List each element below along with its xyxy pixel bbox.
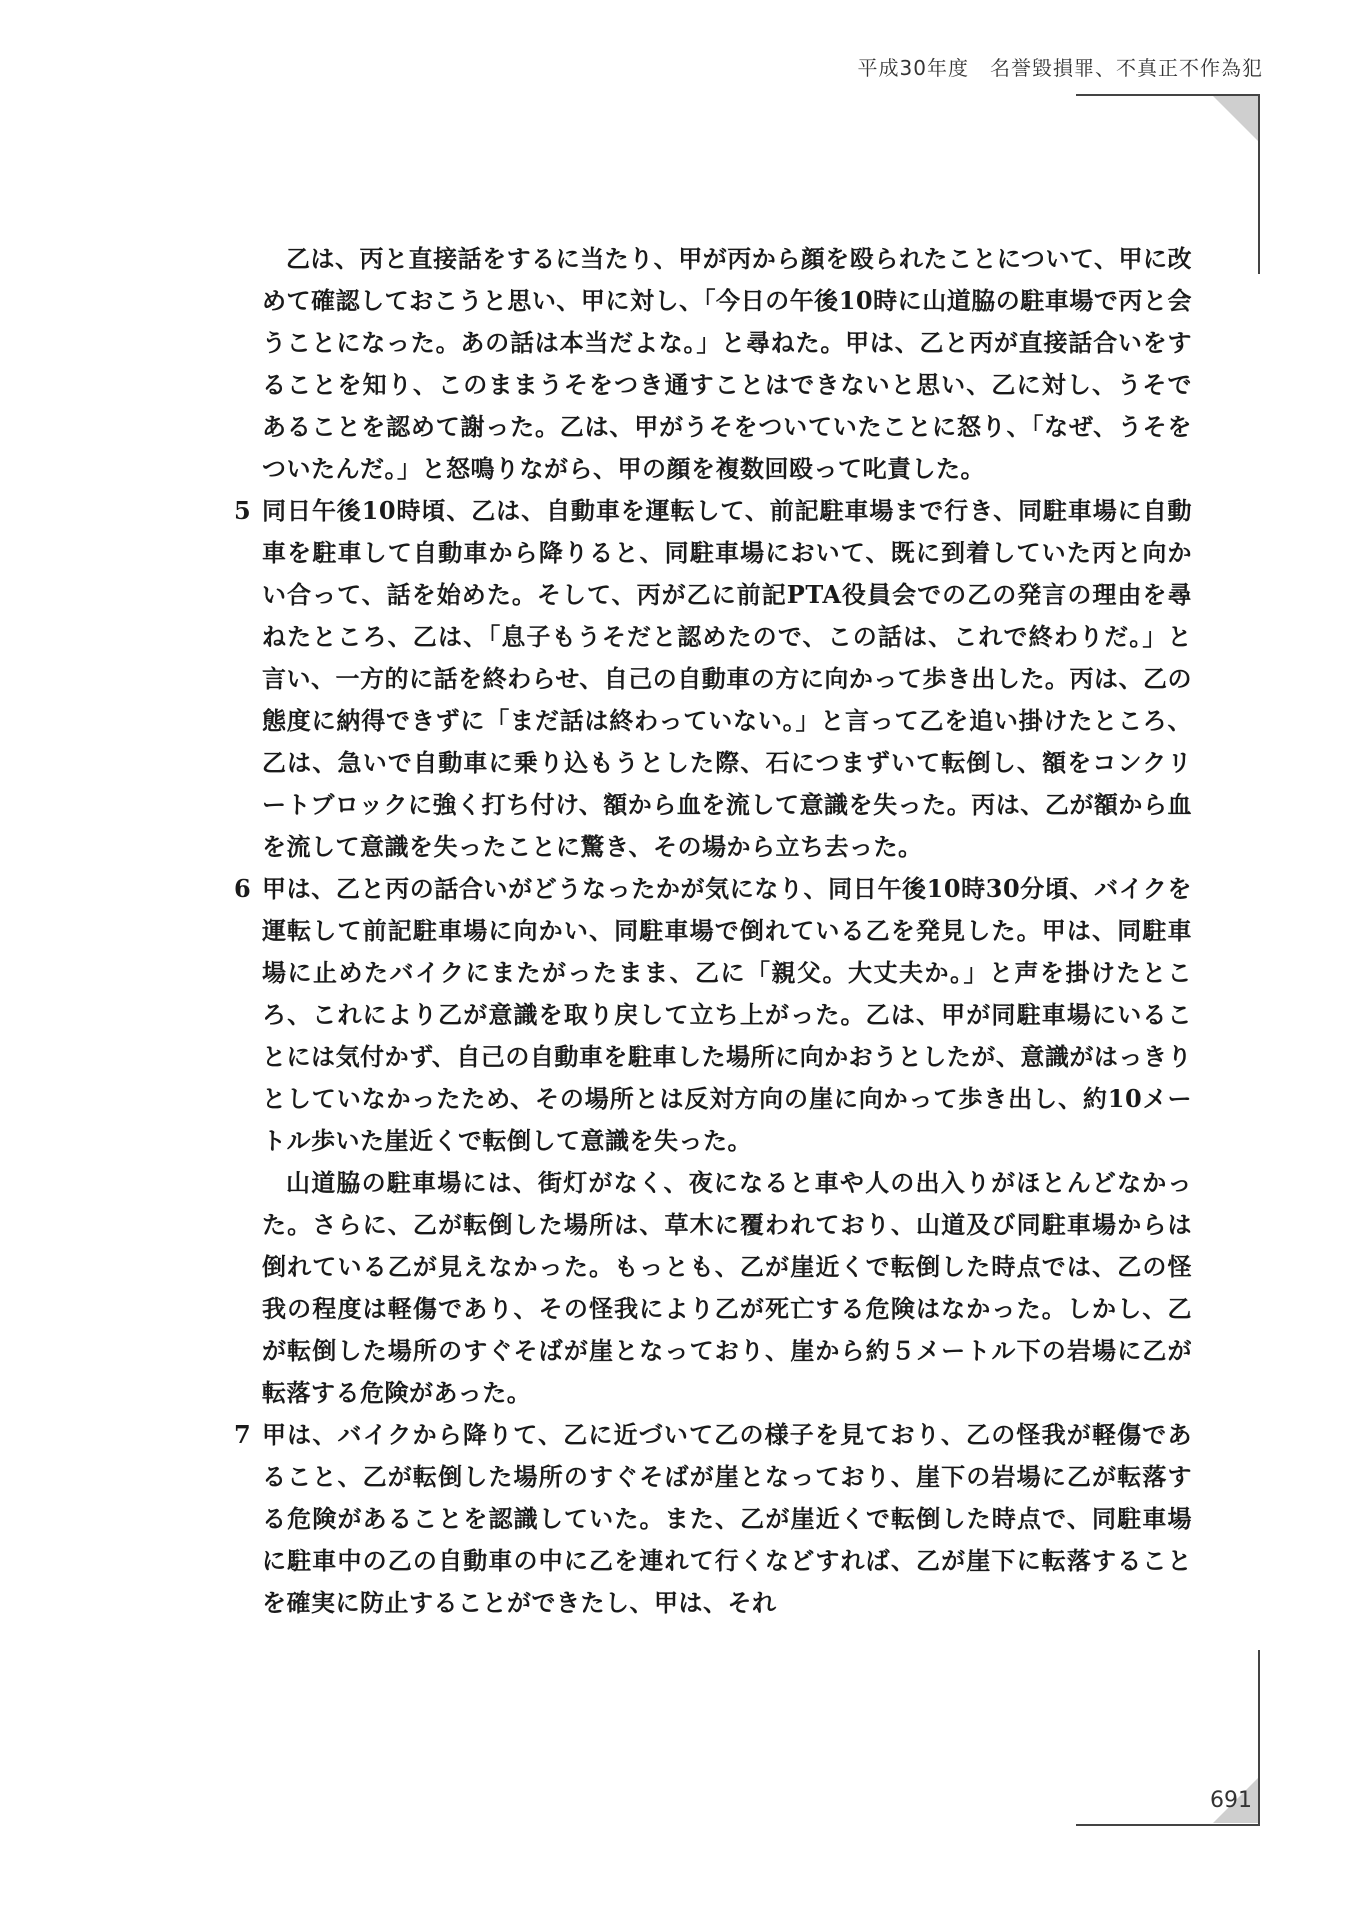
paragraph-text: 甲は、乙と丙の話合いがどうなったかが気になり、同日午後10時30分頃、バイクを運転して前記駐車場に向かい、同駐車場で倒れている乙を発見した。甲は、同駐車場に止めたバイクにまたがったまま、乙に「親父。大丈夫か。」と声を掛けたところ、これにより乙が意識を取り戻して立ち上がった。乙は、甲が同駐車場にいることには気付かず、自己の自動車を駐車した場所に向かおうとしたが、意識がはっきりとしていなかったため、その場所とは反対方向の崖に向かって歩き出し、約10メートル歩いた崖近くで転倒して意識を失った。 — [262, 874, 1192, 1155]
corner-tab-top — [1213, 96, 1258, 141]
paragraph-number: 5 — [234, 496, 252, 525]
paragraph-text: 山道脇の駐車場には、街灯がなく、夜になると車や人の出入りがほとんどなかった。さらに、乙が転倒した場所は、草木に覆われており、山道及び同駐車場からは倒れている乙が見えなかった。もっとも、乙が崖近くで転倒した時点では、乙の怪我の程度は軽傷であり、その怪我により乙が死亡する危険はなかった。しかし、乙が転倒した場所のすぐそばが崖となっており、崖から約５メートル下の岩場に乙が転落する危険があった。 — [262, 1168, 1192, 1407]
footer-rule — [1076, 1824, 1260, 1826]
running-header: 平成30年度 名誉毀損罪、不真正不作為犯 — [857, 56, 1263, 80]
body-text — [234, 238, 1192, 1624]
margin-line-bottom — [1258, 1650, 1260, 1825]
paragraph — [262, 1162, 1192, 1414]
numbered-paragraph-6 — [234, 868, 1192, 1162]
paragraph-number: 7 — [234, 1420, 252, 1449]
paragraph — [262, 238, 1192, 490]
paragraph-number: 6 — [234, 874, 252, 903]
page-number: 691 — [1210, 1788, 1252, 1813]
numbered-paragraph-5 — [234, 490, 1192, 868]
margin-line-top — [1258, 94, 1260, 274]
numbered-paragraph-7 — [234, 1414, 1192, 1624]
paragraph-text: 同日午後10時頃、乙は、自動車を運転して、前記駐車場まで行き、同駐車場に自動車を駐車して自動車から降りると、同駐車場において、既に到着していた丙と向かい合って、話を始めた。そして、丙が乙に前記PTA役員会での乙の発言の理由を尋ねたところ、乙は、「息子もうそだと認めたので、この話は、これで終わりだ。」と言い、一方的に話を終わらせ、自己の自動車の方に向かって歩き出した。丙は、乙の態度に納得できずに「まだ話は終わっていない。」と言って乙を追い掛けたところ、乙は、急いで自動車に乗り込もうとした際、石につまずいて転倒し、額をコンクリートブロックに強く打ち付け、額から血を流して意識を失った。丙は、乙が額から血を流して意識を失ったことに驚き、その場から立ち去った。 — [262, 496, 1192, 861]
paragraph-text: 乙は、丙と直接話をするに当たり、甲が丙から顔を殴られたことについて、甲に改めて確認しておこうと思い、甲に対し、「今日の午後10時に山道脇の駐車場で丙と会うことになった。あの話は本当だよな。」と尋ねた。甲は、乙と丙が直接話合いをすることを知り、このままうそをつき通すことはできないと思い、乙に対し、うそであることを認めて謝った。乙は、甲がうそをついていたことに怒り、「なぜ、うそをついたんだ。」と怒鳴りながら、甲の顔を複数回殴って叱責した。 — [262, 244, 1192, 483]
paragraph-text: 甲は、バイクから降りて、乙に近づいて乙の様子を見ており、乙の怪我が軽傷であること、乙が転倒した場所のすぐそばが崖となっており、崖下の岩場に乙が転落する危険があることを認識していた。また、乙が崖近くで転倒した時点で、同駐車場に駐車中の乙の自動車の中に乙を連れて行くなどすれば、乙が崖下に転落することを確実に防止することができたし、甲は、それ — [262, 1420, 1192, 1617]
